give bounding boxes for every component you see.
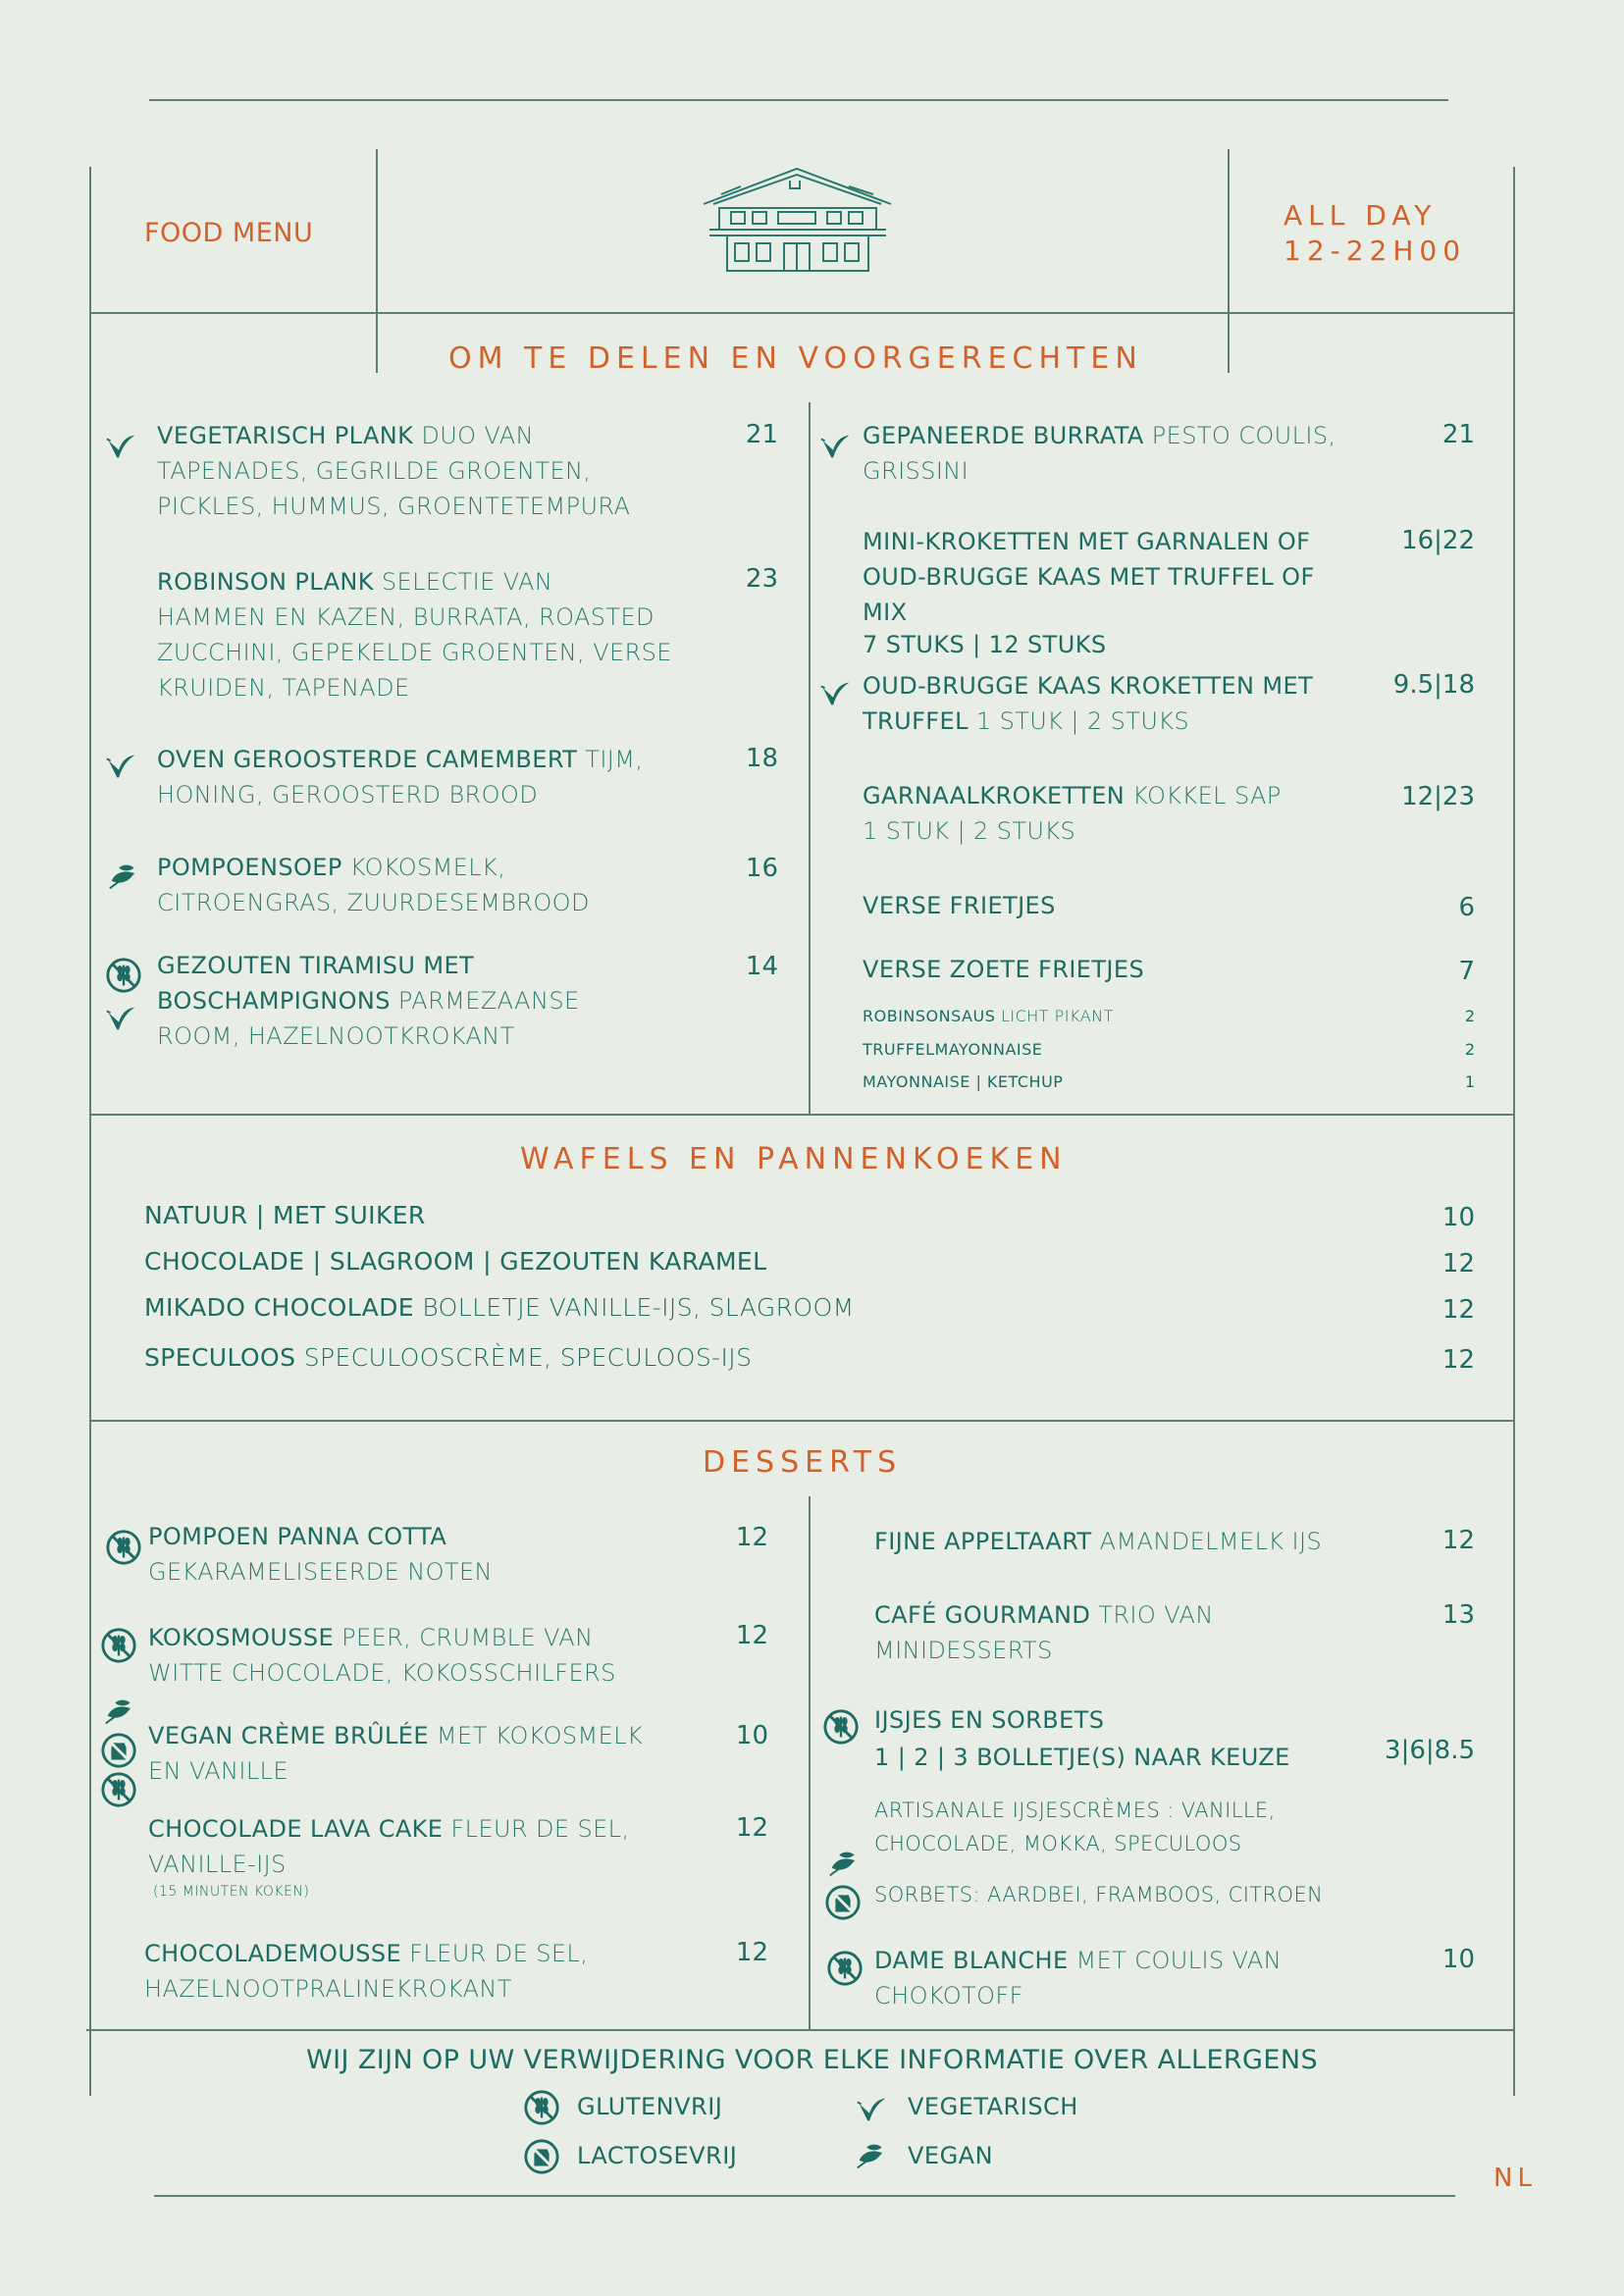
header-rule	[89, 312, 1515, 314]
frame-right	[1513, 167, 1515, 2096]
item-name: OUD-BRUGGE KAAS MET TRUFFEL OF	[863, 563, 1315, 591]
item-name: CAFÉ GOURMAND	[874, 1601, 1091, 1629]
item-price: 10	[735, 1721, 768, 1750]
menu-item	[874, 1702, 1290, 1777]
item-description: PESTO COULIS,	[1143, 422, 1336, 449]
item-description: MET KOKOSMELK	[428, 1722, 644, 1749]
item-description: HONING, GEROOSTERD BROOD	[157, 781, 539, 809]
section-title-wafels: WAFELS EN PANNENKOEKEN	[520, 1142, 1068, 1176]
menu-item	[863, 524, 1315, 659]
item-description: TRIO VAN	[1090, 1601, 1214, 1629]
menu-item	[863, 418, 1336, 489]
menu-item	[157, 564, 672, 705]
item-description: 7 STUKS | 12 STUKS	[863, 631, 1107, 658]
item-name: CHOCOLADE LAVA CAKE	[148, 1815, 444, 1843]
item-description: SORBETS: AARDBEI, FRAMBOOS, CITROEN	[874, 1883, 1324, 1906]
item-name: SPECULOOS	[144, 1343, 296, 1372]
menu-item	[863, 952, 1144, 987]
gluten-free-icon	[523, 2089, 560, 2126]
all-day-label: ALL DAY	[1283, 199, 1438, 232]
item-description: ARTISANALE IJSJESCRÈMES : VANILLE,	[874, 1799, 1276, 1822]
gluten-free-icon	[826, 1950, 864, 1987]
item-price: 12	[735, 1938, 768, 1967]
vegetarian-icon	[103, 1000, 140, 1037]
item-description: EN VANILLE	[148, 1757, 288, 1785]
item-description: KOKOSMELK,	[341, 854, 506, 881]
item-description: AMANDELMELK IJS	[1091, 1528, 1323, 1555]
menu-item	[874, 1943, 1282, 2013]
sauce-description: LICHT PIKANT	[995, 1007, 1114, 1025]
item-name: CHOCOLADE | SLAGROOM | GEZOUTEN KARAMEL	[144, 1247, 767, 1276]
item-description: 1 STUK | 2 STUKS	[863, 817, 1076, 845]
item-price: 12|23	[1401, 782, 1475, 811]
gluten-free-icon	[822, 1708, 860, 1746]
item-price: 21	[1441, 420, 1475, 449]
item-name: VERSE FRIETJES	[863, 892, 1056, 919]
language-label: NL	[1493, 2164, 1537, 2193]
lactose-free-icon	[100, 1732, 137, 1769]
item-description: MET COULIS VAN	[1068, 1947, 1283, 1974]
item-name: MIKADO CHOCOLADE	[144, 1293, 414, 1322]
sauce-name: TRUFFELMAYONNAISE	[863, 1040, 1043, 1059]
item-price: 13	[1441, 1600, 1475, 1630]
starters-column-divider	[809, 402, 811, 1115]
menu-item	[157, 742, 643, 812]
menu-item	[144, 1247, 766, 1276]
vegetarian-icon	[103, 428, 140, 465]
menu-item	[863, 668, 1313, 739]
item-name: KOKOSMOUSSE	[148, 1624, 335, 1651]
item-description: SELECTIE VAN	[373, 568, 553, 596]
sauce-item	[863, 1007, 1114, 1025]
legend-vegetarisch: VEGETARISCH	[908, 2093, 1078, 2120]
frame-left	[89, 167, 91, 2096]
vegetarian-icon	[103, 748, 140, 785]
item-price: 16|22	[1401, 526, 1475, 555]
item-description: CHOCOLADE, MOKKA, SPECULOOS	[874, 1832, 1242, 1855]
item-name: GARNAALKROKETTEN	[863, 782, 1126, 809]
item-price: 12	[735, 1813, 768, 1843]
item-price: 3|6|8.5	[1385, 1736, 1475, 1765]
vegetarian-icon	[854, 2091, 891, 2128]
gluten-free-icon	[105, 957, 142, 994]
footer-rule	[86, 2029, 1515, 2031]
item-name: OVEN GEROOSTERDE CAMEMBERT	[157, 746, 578, 773]
item-price: 21	[745, 420, 778, 449]
gluten-free-icon	[105, 1529, 142, 1566]
item-price: 18	[745, 744, 778, 773]
sauce-name: MAYONNAISE | KETCHUP	[863, 1072, 1064, 1091]
item-description: ZUCCHINI, GEPEKELDE GROENTEN, VERSE	[157, 639, 672, 666]
menu-item	[148, 1519, 493, 1590]
header-divider-left	[376, 149, 378, 373]
item-name: GEZOUTEN TIRAMISU MET	[157, 952, 475, 979]
item-description: PARMEZAANSE	[390, 987, 580, 1015]
vegan-icon	[106, 859, 143, 896]
menu-item	[144, 1293, 855, 1322]
legend-glutenvrij: GLUTENVRIJ	[577, 2093, 723, 2120]
hours-label: 12-22H00	[1283, 235, 1467, 267]
menu-item	[863, 888, 1056, 923]
sauce-item	[863, 1040, 1042, 1059]
sauce-price: 2	[1464, 1007, 1475, 1025]
item-price: 16	[745, 854, 778, 883]
legend-lactosevrij: LACTOSEVRIJ	[577, 2142, 738, 2169]
item-description: FLEUR DE SEL,	[443, 1815, 630, 1843]
menu-item	[148, 1811, 630, 1882]
menu-item	[148, 1718, 643, 1789]
vegetarian-icon	[817, 675, 855, 712]
item-description: DUO VAN	[413, 422, 534, 449]
item-name: VERSE ZOETE FRIETJES	[863, 956, 1145, 983]
item-name: TRUFFEL	[863, 707, 969, 735]
item-description: SPECULOOSCRÈME, SPECULOOS-IJS	[295, 1343, 753, 1372]
item-description: KOKKEL SAP	[1125, 782, 1282, 809]
item-description: TIJM,	[577, 746, 644, 773]
item-name: DAME BLANCHE	[874, 1947, 1069, 1974]
item-name: MINI-KROKETTEN MET GARNALEN OF	[863, 528, 1311, 555]
menu-item	[144, 1936, 588, 2007]
item-name: ROBINSON PLANK	[157, 568, 374, 596]
item-description: KRUIDEN, TAPENADE	[157, 674, 410, 702]
item-description: HAZELNOOTPRALINEKROKANT	[144, 1975, 512, 2003]
item-name: OUD-BRUGGE KAAS KROKETTEN MET	[863, 672, 1314, 700]
item-price: 10	[1441, 1203, 1475, 1232]
house-logo-icon	[702, 165, 893, 273]
item-price: 6	[1458, 893, 1475, 922]
item-name: MIX	[863, 599, 908, 626]
item-description: TAPENADES, GEGRILDE GROENTEN,	[157, 457, 592, 485]
item-description: GEKARAMELISEERDE NOTEN	[148, 1558, 493, 1586]
section-title-starters: OM TE DELEN EN VOORGERECHTEN	[448, 341, 1143, 376]
item-description: 1 | 2 | 3 BOLLETJE(S) NAAR KEUZE	[874, 1744, 1290, 1771]
item-name: BOSCHAMPIGNONS	[157, 987, 391, 1015]
item-price: 7	[1458, 957, 1475, 986]
wafels-bottom-rule	[89, 1420, 1515, 1422]
vegan-icon	[102, 1694, 139, 1731]
top-rule	[149, 99, 1448, 101]
menu-item	[874, 1597, 1214, 1668]
item-description: FLEUR DE SEL,	[401, 1940, 589, 1967]
menu-item	[148, 1620, 616, 1691]
item-description: GRISSINI	[863, 457, 969, 485]
item-name: FIJNE APPELTAART	[874, 1528, 1092, 1555]
item-price: 12	[1441, 1249, 1475, 1278]
item-name: CHOCOLADEMOUSSE	[144, 1940, 402, 1967]
item-name: VEGAN CRÈME BRÛLÉE	[148, 1722, 429, 1749]
item-name: NATUUR | MET SUIKER	[144, 1201, 426, 1229]
item-description: VANILLE-IJS	[148, 1851, 287, 1878]
section-title-desserts: DESSERTS	[703, 1445, 903, 1480]
vegetarian-icon	[817, 428, 855, 465]
ice-cream-details	[874, 1794, 1323, 1911]
item-description: CHOKOTOFF	[874, 1982, 1023, 2009]
item-price: 14	[745, 952, 778, 981]
menu-item	[874, 1524, 1322, 1559]
menu-item	[157, 948, 580, 1054]
item-description: 1 STUK | 2 STUKS	[968, 707, 1190, 735]
item-price: 12	[735, 1523, 768, 1552]
header-divider-right	[1228, 149, 1230, 373]
sauce-price: 2	[1464, 1040, 1475, 1059]
item-description: PICKLES, HUMMUS, GROENTETEMPURA	[157, 493, 631, 520]
item-description: MINIDESSERTS	[874, 1637, 1053, 1664]
item-price: 12	[735, 1621, 768, 1650]
opening-hours	[1283, 198, 1466, 269]
item-price: 23	[745, 564, 778, 594]
desserts-column-divider	[809, 1496, 811, 2031]
legend-vegan: VEGAN	[908, 2142, 994, 2169]
sauce-name: ROBINSONSAUS	[863, 1007, 996, 1025]
food-menu-label: FOOD MENU	[144, 218, 314, 248]
menu-item	[157, 418, 630, 524]
item-price: 12	[1441, 1526, 1475, 1555]
item-description: PEER, CRUMBLE VAN	[334, 1624, 594, 1651]
allergen-notice: WIJ ZIJN OP UW VERWIJDERING VOOR ELKE INFORMATIE OVER ALLERGENS	[306, 2045, 1318, 2075]
gluten-free-icon	[100, 1627, 137, 1664]
vegan-icon	[854, 2138, 891, 2175]
sauce-price: 1	[1464, 1072, 1475, 1091]
menu-item	[863, 778, 1282, 849]
starters-bottom-rule	[89, 1114, 1515, 1116]
item-price: 9.5|18	[1392, 670, 1475, 700]
item-description: HAMMEN EN KAZEN, BURRATA, ROASTED	[157, 603, 655, 631]
bottom-rule	[154, 2195, 1455, 2197]
item-name: GEPANEERDE BURRATA	[863, 422, 1144, 449]
menu-item	[144, 1343, 752, 1372]
lactose-free-icon	[523, 2138, 560, 2175]
item-price: 12	[1441, 1295, 1475, 1325]
item-name: POMPOEN PANNA COTTA	[148, 1523, 447, 1550]
menu-item	[144, 1201, 426, 1229]
item-description: CITROENGRAS, ZUURDESEMBROOD	[157, 889, 590, 916]
item-note: (15 MINUTEN KOKEN)	[153, 1884, 310, 1900]
item-description: ROOM, HAZELNOOTKROKANT	[157, 1022, 515, 1050]
item-description: WITTE CHOCOLADE, KOKOSSCHILFERS	[148, 1659, 616, 1687]
item-name: VEGETARISCH PLANK	[157, 422, 414, 449]
item-price: 12	[1441, 1345, 1475, 1375]
item-name: IJSJES EN SORBETS	[874, 1706, 1105, 1734]
item-price: 10	[1441, 1945, 1475, 1974]
menu-item	[157, 850, 590, 920]
item-description: BOLLETJE VANILLE-IJS, SLAGROOM	[414, 1293, 855, 1322]
lactose-free-icon	[824, 1884, 862, 1921]
sauce-item	[863, 1072, 1063, 1091]
item-name: POMPOENSOEP	[157, 854, 342, 881]
vegan-icon	[826, 1846, 864, 1883]
gluten-free-icon	[100, 1771, 137, 1808]
